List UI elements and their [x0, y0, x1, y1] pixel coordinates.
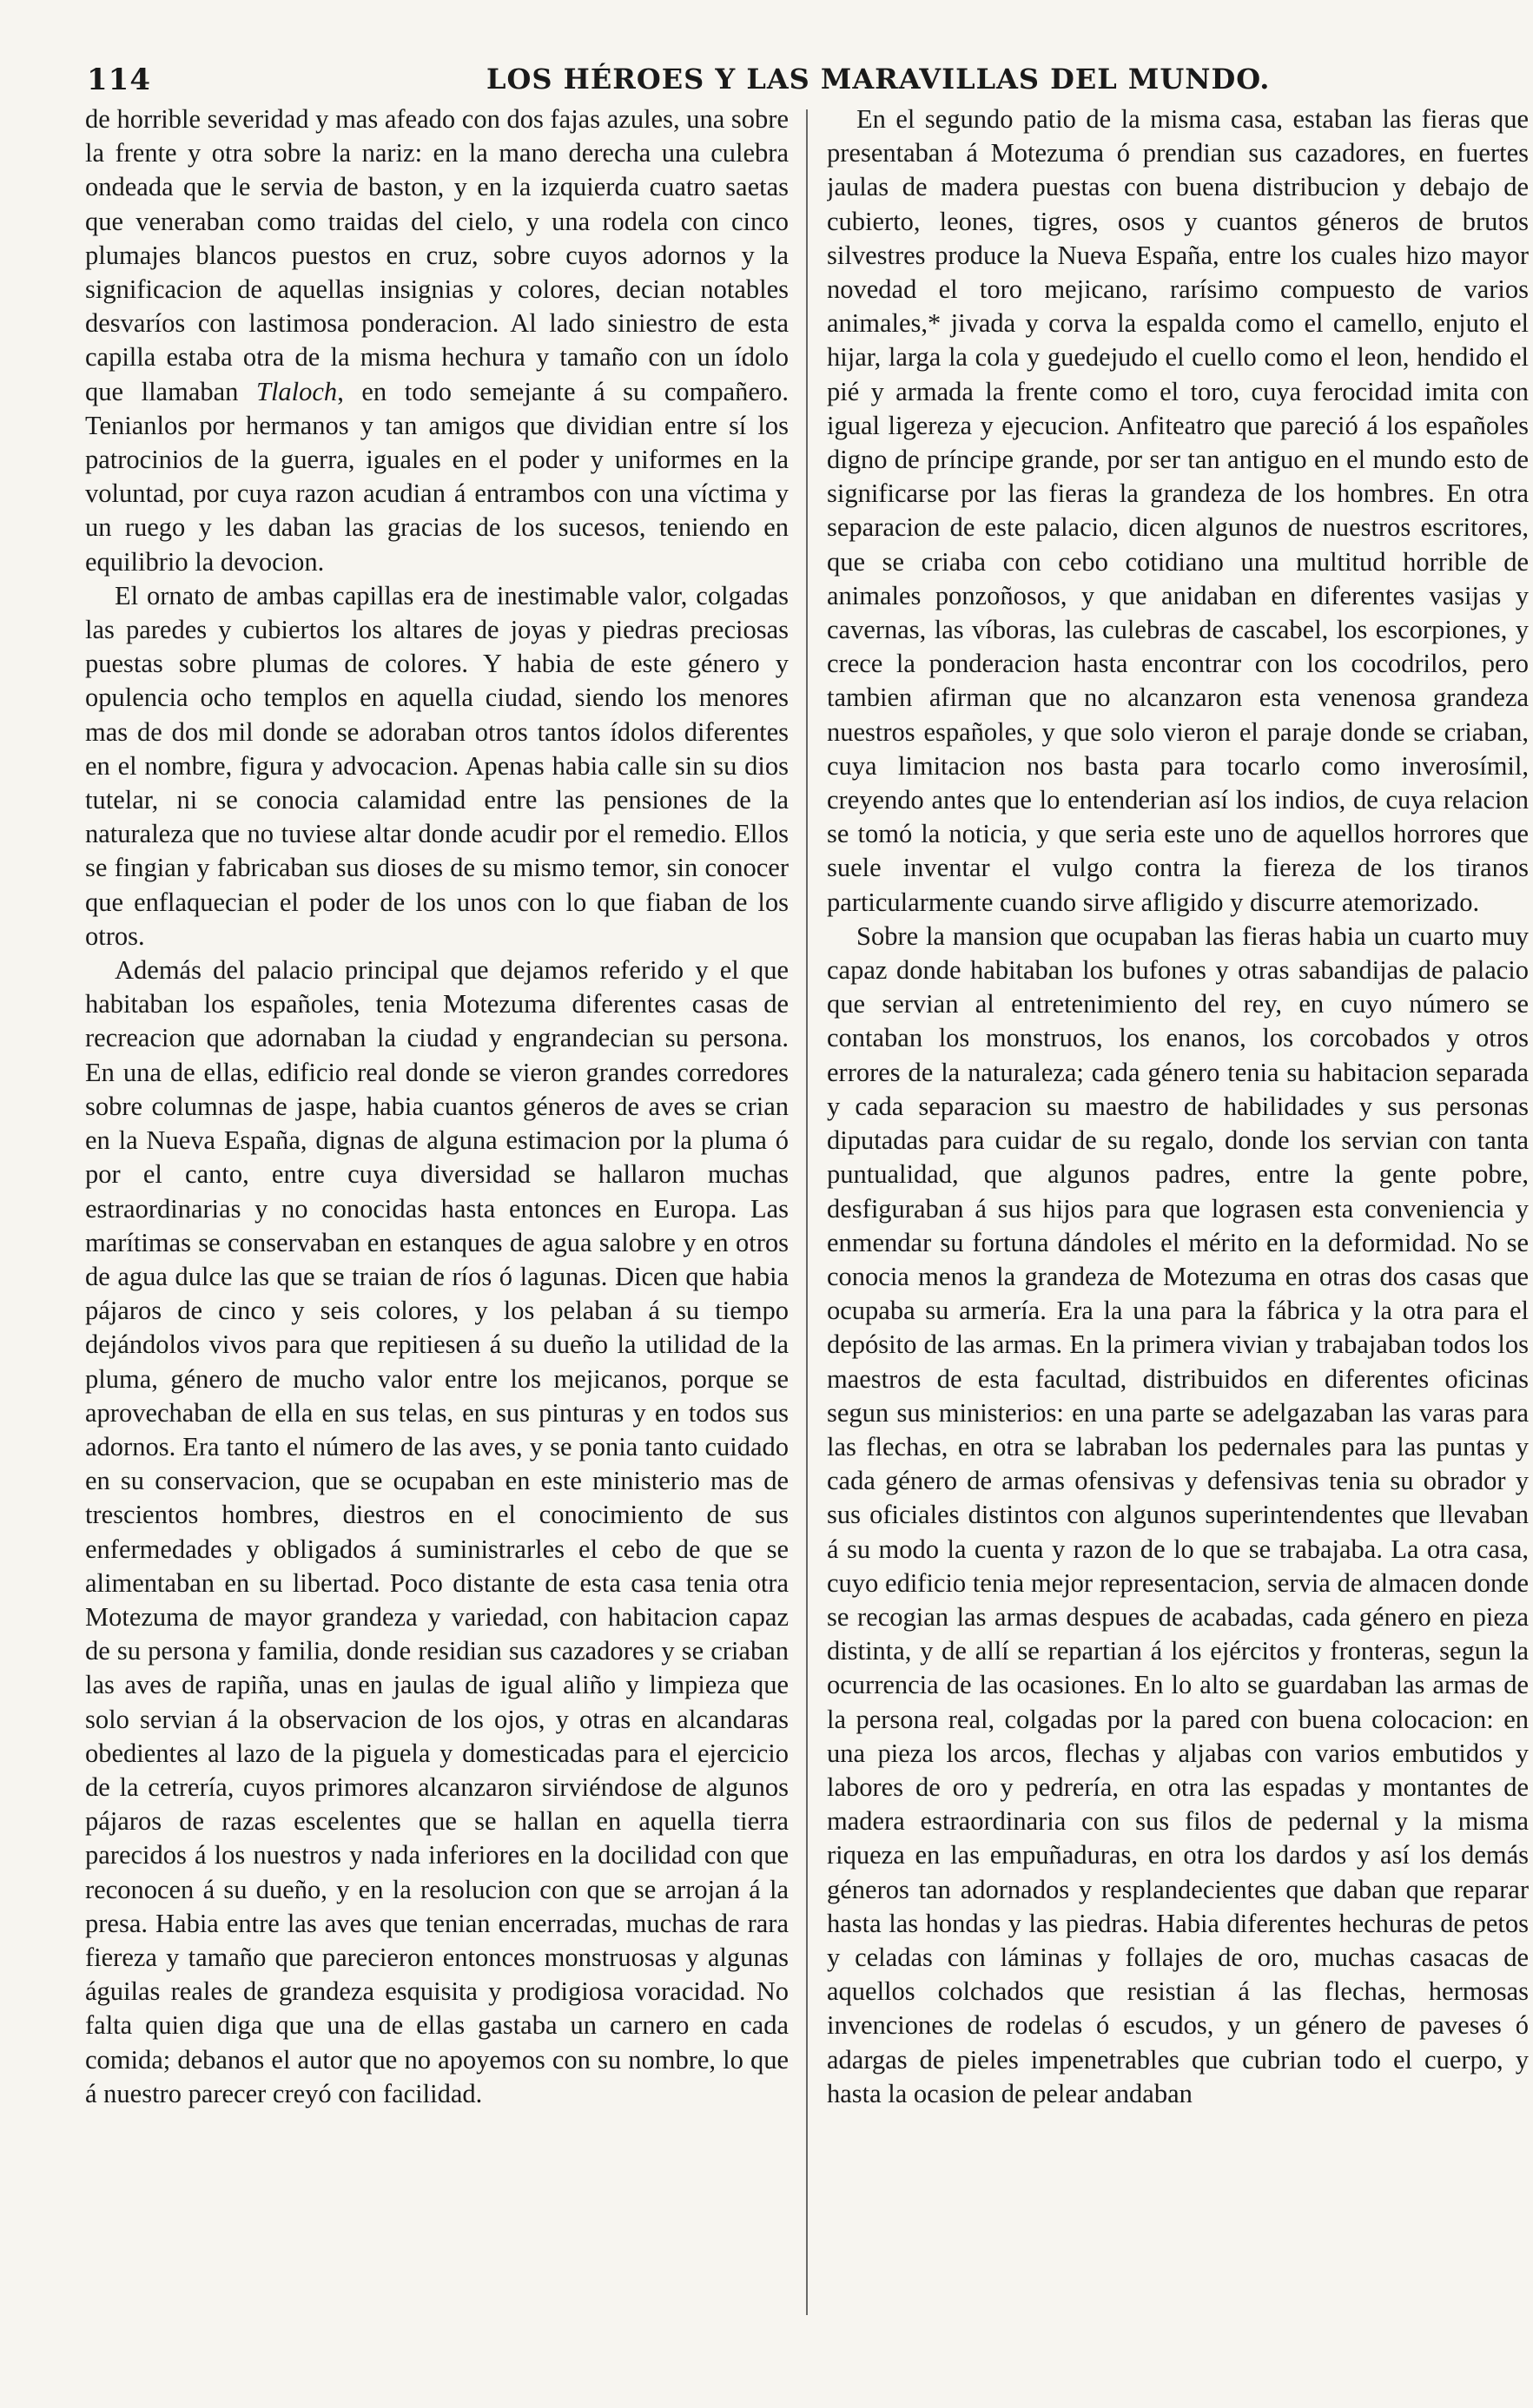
- left-paragraph-2: El ornato de ambas capillas era de inestimable valor, colgadas las paredes y cubiertos los altares de joyas y piedras preciosas puestas sobre plumas de colores. Y habia de este género y opulencia ocho templos en aquella ciudad, siendo los menores mas de dos mil donde se adoraban otros tantos ídolos diferentes en el nombre, figura y advocacion. Apenas habia calle sin su dios tutelar, ni se conocia calamidad entre las pensiones de la naturaleza que no tuviese altar donde acudir por el remedio. Ellos se fingian y fabricaban sus dioses de su mismo temor, sin conocer que enflaquecian el poder de los unos con lo que fiaban de los otros.: [85, 580, 789, 951]
- running-head: LOS HÉROES Y LAS MARAVILLAS DEL MUNDO.: [486, 63, 1271, 96]
- idol-name-tlaloch: Tlaloch: [255, 376, 338, 406]
- right-paragraph-1: En el segundo patio de la misma casa, estaban las fieras que presentaban á Motezuma ó prendian sus cazadores, en fuertes jaulas de madera puestas con buena distribucion y debajo de cubierto, leones, tigres, osos y cuantos géneros de brutos silvestres produce la Nueva España, entre los cuales hizo mayor novedad el toro mejicano, rarísimo compuesto de varios animales,* jivada y corva la espalda como el camello, enjuto el hijar, larga la cola y guedejudo el cuello como el leon, hendido el pié y armada la frente como el toro, cuya ferocidad imita con igual ligereza y ejecucion. Anfiteatro que pareció á los españoles digno de príncipe grande, por ser tan antiguo en el mundo esto de significarse por las fieras la grandeza de los hombres. En otra separacion de este palacio, dicen algunos de nuestros escritores, que se criaba con cebo cotidiano una multitud horrible de animales ponzoñosos, y que anidaban en diferentes vasijas y cavernas, las víboras, las culebras de cascabel, los escorpiones, y crece la ponderacion hasta encontrar con los cocodrilos, pero tambien afirman que no alcanzaron esta venenosa grandeza nuestros españoles, y que solo vieron el paraje donde se criaban, cuya limitacion nos basta para tocarlo como inverosímil, creyendo antes que lo entenderian así los indios, de cuya relacion se tomó la noticia, y que seria este uno de aquellos horrores que suele inventar el vulgo contra la fiereza de los tiranos particularmente cuando sirve afligido y discurre atemorizado.: [827, 104, 1529, 917]
- left-paragraph-1-text-a: de horrible severidad y mas afeado con dos fajas azules, una sobre la frente y otra sobre la nariz: en la mano derecha una culebra ondeada que le servia de baston, y en la izquierda cuatro saetas que veneraban como traidas del cielo, y una rodela con cinco plumajes blancos puestos en cruz, sobre cuyos adornos y la significacion de aquellas insignias y colores, decian notables desvaríos con lastimosa ponderacion. Al lado siniestro de esta capilla estaba otra de la misma hechura y tamaño con un ídolo que llamaban: [85, 104, 789, 406]
- left-paragraph-3: Además del palacio principal que dejamos referido y el que habitaban los españoles, tenia Motezuma diferentes casas de recreacion que adornaban la ciudad y engrandecian su persona. En una de ellas, edificio real donde se vieron grandes corredores sobre columnas de jaspe, habia cuantos géneros de aves se crian en la Nueva España, dignas de alguna estimacion por la pluma ó por el canto, entre cuya diversidad se hallaron muchas estraordinarias y no conocidas hasta entonces en Europa. Las marítimas se conservaban en estanques de agua salobre y en otros de agua dulce las que se traian de ríos ó lagunas. Dicen que habia pájaros de cinco y seis colores, y los pelaban á su tiempo dejándolos vivos para que repitiesen á su dueño la utilidad de la pluma, género de mucho valor entre los mejicanos, porque se aprovechaban de ella en sus telas, en sus pinturas y en todos sus adornos. Era tanto el número de las aves, y se ponia tanto cuidado en su conservacion, que se ocupaban en este ministerio mas de trescientos hombres, diestros en el conocimiento de sus enfermedades y obligados á suministrarles el cebo de que se alimentaban en su libertad. Poco distante de esta casa tenia otra Motezuma de mayor grandeza y variedad, con habitacion capaz de su persona y familia, donde residian sus cazadores y se criaban las aves de rapiña, unas en jaulas de igual aliño y limpieza que solo servian á la observacion de los ojos, y otras en alcandaras obedientes al lazo de la piguela y domesticadas para el ejercicio de la cetrería, cuyos primores alcanzaron sirviéndose de algunos pájaros de razas escelentes que se hallan en aquella tierra parecidos á los nuestros y nada inferiores en la docilidad con que reconocen á su dueño, y en la resolucion con que se arrojan á la presa. Habia entre las aves que tenian encerradas, muchas de rara fiereza y tamaño que parecieron entonces monstruosas y algunas águilas reales de grandeza esquisita y prodigiosa voracidad. No falta quien diga que una de ellas gastaba un carnero en cada comida; debanos el autor que no apoyemos con su nombre, lo que á nuestro parecer creyó con facilidad.: [85, 955, 789, 2108]
- column-divider: [806, 109, 808, 2315]
- left-paragraph-1-text-c: , en todo semejante á su compañero. Tenianlos por hermanos y tan amigos que dividian entre sí los patrocinios de la guerra, iguales en el poder y uniformes en la voluntad, por cuya razon acudian á entrambos con una víctima y un ruego y les daban las gracias de los sucesos, teniendo en equilibrio la devocion.: [85, 376, 789, 577]
- right-paragraph-2: Sobre la mansion que ocupaban las fieras habia un cuarto muy capaz donde habitaban los bufones y otras sabandijas de palacio que servian al entretenimiento del rey, en cuyo número se contaban los monstruos, los enanos, los corcobados y otros errores de la naturaleza; cada género tenia su habitacion separada y cada separacion su maestro de habilidades y sus personas diputadas para cuidar de su regalo, donde los servian con tanta puntualidad, que algunos padres, entre la gente pobre, desfiguraban á sus hijos para que lograsen esta conveniencia y enmendar su fortuna dándoles el mérito en la deformidad. No se conocia menos la grandeza de Motezuma en otras dos casas que ocupaba su armería. Era la una para la fábrica y la otra para el depósito de las armas. En la primera vivian y trabajaban todos los maestros de esta facultad, distribuidos en diferentes oficinas segun sus ministerios: en una parte se adelgazaban las varas para las flechas, en otra se labraban los pedernales para las puntas y cada género de armas ofensivas y defensivas tenia su obrador y sus oficiales distintos con algunos superintendentes que llevaban á su modo la cuenta y razon de lo que se trabajaba. La otra casa, cuyo edificio tenia mejor representacion, servia de almacen donde se recogian las armas despues de acabadas, cada género en pieza distinta, y de allí se repartian á los ejércitos y fronteras, segun la ocurrencia de las ocasiones. En lo alto se guardaban las armas de la persona real, colgadas por la pared con buena colocacion: en una pieza los arcos, flechas y aljabas con varios embutidos y labores de oro y pedrería, en otra las espadas y montantes de madera estraordinaria con sus filos de pedernal y la misma riqueza en las empuñaduras, en otra los dardos y así los demás géneros tan adornados y resplandecientes que daban que reparar hasta las hondas y las piedras. Habia diferentes hechuras de petos y celadas con láminas y follajes de oro, muchas casacas de aquellos colchados que resistian á las flechas, hermosas invenciones de rodelas ó escudos, y un género de paveses ó adargas de pieles impenetrables que cubrian todo el cuerpo, y hasta la ocasion de pelear andaban: [827, 920, 1529, 2108]
- right-column: [827, 102, 1529, 2352]
- left-paragraph-1: [85, 102, 789, 579]
- page-number: 114: [87, 63, 151, 97]
- left-column: [85, 102, 789, 2317]
